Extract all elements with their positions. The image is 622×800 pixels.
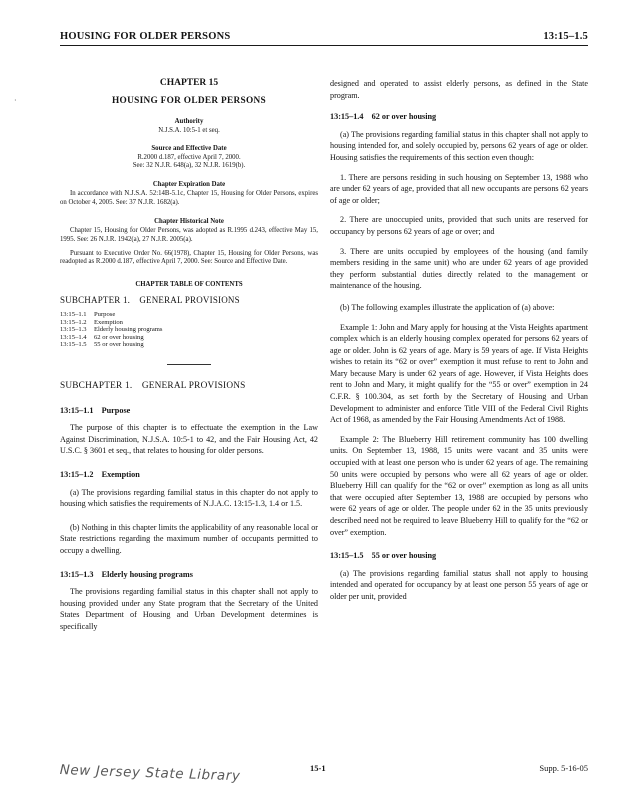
historical-note-heading: Chapter Historical Note — [154, 218, 224, 226]
toc-list — [60, 311, 318, 349]
section-heading: 13:15–1.4 62 or over housing — [330, 112, 437, 122]
library-stamp: New Jersey State Library — [59, 762, 241, 785]
toc-item-title: Elderly housing programs — [94, 326, 163, 334]
toc-subchapter: SUBCHAPTER 1. GENERAL PROVISIONS — [60, 295, 240, 306]
section-heading: 13:15–1.1 Purpose — [60, 405, 131, 415]
toc-item-number: 13:15–1.1 — [60, 311, 87, 319]
margin-mark: · — [14, 96, 17, 105]
toc-item — [60, 311, 318, 319]
expiration-text: In accordance with N.J.S.A. 52:14B-5.1c, Chapter 15, Housing for Older Persons, expires on October 4, 2005. See: 37 N.J.R. 1682(a). — [60, 190, 318, 206]
historical-note-text: Pursuant to Executive Order No. 66(1978), Chapter 15, Housing for Older Persons, was readopted as R.2000 d.187, effective April 7, 2000. See: Source and Effective Date. — [60, 250, 318, 266]
header-rule — [60, 45, 588, 46]
header-section-number: 13:15–1.5 — [543, 31, 588, 42]
toc-item-title: 62 or over housing — [94, 333, 144, 341]
supplement-date: Supp. 5-16-05 — [539, 763, 588, 773]
toc-heading: CHAPTER TABLE OF CONTENTS — [135, 280, 243, 288]
example-text: Example 2: The Blueberry Hill retirement community has 100 dwelling units. On September 13, 1988, 15 units were vacant and 35 units were occupied with at least one person who is under 62 years of age. The remaining 50 units were occupied by persons who were all 62 years of age or older. Blueberry Hill can qualify for the “62 or over” exemption as long as all units that were occupied after September 13, 1988 are occupied by persons who were 62 years of age or older. The people under 62 in the 35 units previously described need not be required to leave Blueberry Hill to qualify for the “62 or over” exemption. — [330, 434, 588, 537]
toc-item-title: Purpose — [94, 311, 116, 319]
example-text: Example 1: John and Mary apply for housing at the Vista Heights apartment complex which is an elderly housing complex operated for persons 62 years of age or older. John is 62 years of age. Mary is 59 years of age. If Vista Heights wishes to retain its “62 or over” exemption it must refuse to rent to John and Mary because Mary is under 62 years of age. However, if Vista Heights does rent to John and Mary, it might qualify for the “55 or over” exemption in 24 C.F.R. § 100.304, as set forth by the Secretary of Housing and Urban Development to administer and enforce Title VIII of the Federal Civil Rights Act of 1968, as amended by the Fair Housing Amendments Act of 1988. — [330, 322, 588, 425]
section-text: (b) Nothing in this chapter limits the applicability of any reasonable local or State restrictions regarding the maximum number of occupants permitted to occupy a dwelling. — [60, 522, 318, 555]
section-divider — [167, 364, 211, 365]
section-text: The provisions regarding familial status in this chapter shall not apply to housing provided under any State program that the Secretary of the United States Department of Housing and Urban Development determines is specifically — [60, 587, 318, 631]
toc-item — [60, 334, 318, 342]
source-line: R.2000 d.187, effective April 7, 2000. — [137, 153, 241, 161]
chapter-title: HOUSING FOR OLDER PERSONS — [112, 95, 266, 106]
section-heading: 13:15–1.2 Exemption — [60, 469, 140, 479]
section-text: (a) The provisions regarding familial status shall not apply to housing intended and operated for occupancy by at least one person 55 years of age or older per unit, provided — [330, 568, 588, 601]
toc-item — [60, 319, 318, 327]
source-heading: Source and Effective Date — [151, 144, 227, 152]
toc-item-number: 13:15–1.4 — [60, 333, 87, 341]
section-list-item: 2. There are unoccupied units, provided that such units are reserved for occupancy by persons 62 years of age or over; and — [330, 215, 588, 236]
historical-note-text: Chapter 15, Housing for Older Persons, was adopted as R.1995 d.243, effective May 15, 1995. See: 26 N.J.R. 1942(a), 27 N.J.R. 2005(a). — [60, 227, 318, 243]
header-title: HOUSING FOR OLDER PERSONS — [60, 31, 231, 42]
authority-text: N.J.S.A. 10:5-1 et seq. — [158, 127, 220, 135]
section-text: (a) The provisions regarding familial status in this chapter do not apply to housing which satisfies the requirements of N.J.A.C. 13:15-1.3, 1.4 or 1.5. — [60, 487, 318, 509]
page-number: 15-1 — [310, 763, 326, 773]
section-text: The purpose of this chapter is to effectuate the exemption in the Law Against Discrimination, N.J.S.A. 10:5-1 to 42, and the Fair Housing Act, 42 U.S.C. § 3601 et seq., that relates to housing for older persons. — [60, 423, 318, 456]
section-list-item: 3. There are units occupied by employees of the housing (and family members residing in the same unit) who are under 62 years of age provided they perform substantial duties directly related to the management or maintenance of the housing. — [330, 246, 588, 291]
section-text: (b) The following examples illustrate the application of (a) above: — [340, 302, 555, 312]
section-text-continued: designed and operated to assist elderly persons, as defined in the State program. — [330, 79, 588, 100]
section-text: (a) The provisions regarding familial status in this chapter shall not apply to housing intended for, and solely occupied by, persons 62 years of age or older. Housing satisfies the requirements of this section even though: — [330, 129, 588, 162]
toc-item — [60, 341, 318, 349]
right-column — [330, 78, 588, 603]
expiration-heading: Chapter Expiration Date — [152, 181, 226, 189]
toc-item — [60, 326, 318, 334]
subchapter-heading: SUBCHAPTER 1. GENERAL PROVISIONS — [60, 381, 246, 391]
section-heading: 13:15–1.3 Elderly housing programs — [60, 569, 193, 579]
left-column — [60, 78, 318, 633]
authority-heading: Authority — [174, 118, 204, 126]
chapter-number: CHAPTER 15 — [159, 78, 219, 88]
source-line: See: 32 N.J.R. 648(a), 32 N.J.R. 1619(b). — [132, 162, 246, 169]
toc-item-number: 13:15–1.2 — [60, 318, 87, 326]
section-heading: 13:15–1.5 55 or over housing — [330, 551, 437, 561]
toc-item-number: 13:15–1.3 — [60, 326, 87, 334]
toc-item-number: 13:15–1.5 — [60, 341, 87, 349]
section-list-item: 1. There are persons residing in such housing on September 13, 1988 who are under 62 years of age, provided that all new occupants are persons 62 years of age or older; — [330, 172, 588, 205]
toc-item-title: 55 or over housing — [94, 341, 144, 349]
toc-item-title: Exemption — [94, 318, 123, 326]
